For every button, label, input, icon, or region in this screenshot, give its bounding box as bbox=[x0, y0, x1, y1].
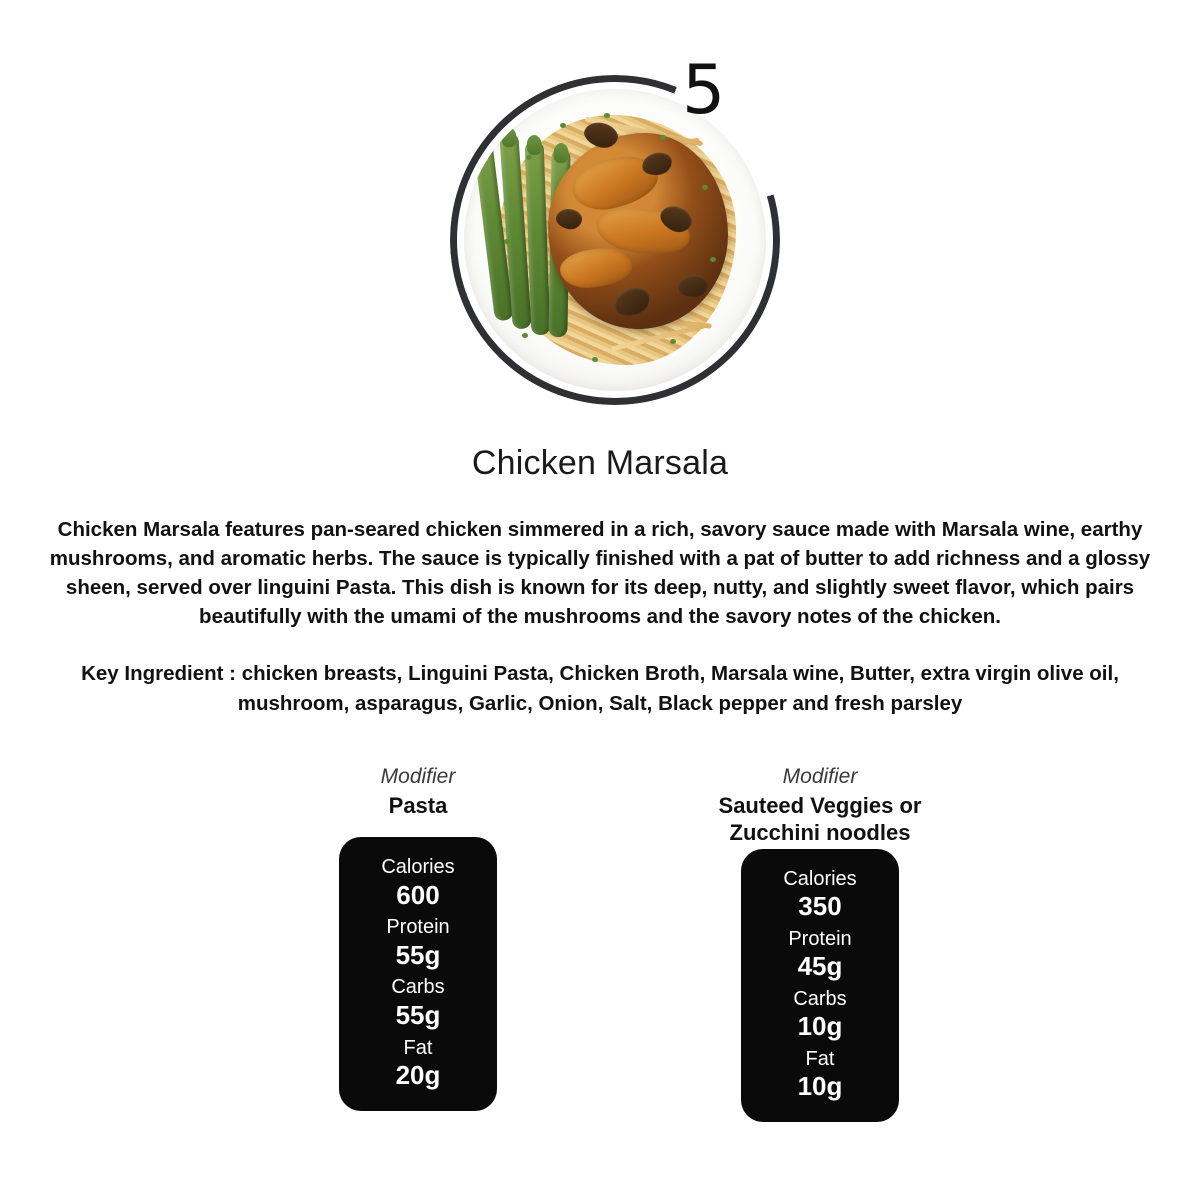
modifier-label: Modifier bbox=[782, 764, 858, 788]
parsley-garnish bbox=[560, 123, 566, 128]
fat-label: Fat bbox=[805, 1048, 835, 1071]
modifier-label: Modifier bbox=[380, 764, 456, 788]
calories-label: Calories bbox=[381, 856, 455, 879]
fat-value: 20g bbox=[395, 1059, 441, 1090]
modifier-name: Sauteed Veggies or Zucchini noodles bbox=[718, 792, 922, 846]
parsley-garnish bbox=[592, 357, 598, 362]
parsley-garnish bbox=[702, 185, 708, 190]
calories-value: 600 bbox=[396, 879, 440, 910]
dish-photo bbox=[464, 89, 766, 391]
carbs-value: 55g bbox=[395, 999, 441, 1030]
parsley-garnish bbox=[710, 257, 716, 262]
hero-section bbox=[0, 0, 1200, 430]
key-ingredients: Key Ingredient : chicken breasts, Linguini Pasta, Chicken Broth, Marsala wine, Butter, extra virgin olive oil, mushroom, asparagus, Garlic, Onion, Salt, Black pepper and fresh parsley bbox=[81, 662, 1119, 715]
nutrition-card bbox=[339, 837, 497, 1110]
fat-label: Fat bbox=[403, 1036, 433, 1059]
protein-label: Protein bbox=[386, 916, 450, 939]
dish-image-wrapper bbox=[450, 51, 780, 405]
modifier-section bbox=[0, 764, 1200, 1122]
protein-value: 55g bbox=[395, 939, 441, 970]
protein-label: Protein bbox=[788, 927, 852, 950]
parsley-garnish bbox=[526, 155, 532, 160]
fat-value: 10g bbox=[797, 1071, 843, 1102]
modifier-column-pasta bbox=[293, 764, 543, 1122]
step-number: 5 bbox=[682, 51, 725, 130]
carbs-label: Carbs bbox=[793, 987, 847, 1010]
carbs-value: 10g bbox=[797, 1011, 843, 1042]
nutrition-card bbox=[741, 849, 899, 1122]
parsley-garnish bbox=[504, 239, 510, 244]
dish-title: Chicken Marsala bbox=[471, 444, 729, 482]
protein-value: 45g bbox=[797, 951, 843, 982]
parsley-garnish bbox=[604, 113, 610, 118]
calories-value: 350 bbox=[798, 891, 842, 922]
parsley-garnish bbox=[522, 333, 528, 338]
parsley-garnish bbox=[660, 135, 666, 140]
modifier-name: Pasta bbox=[388, 792, 448, 818]
parsley-garnish bbox=[670, 339, 676, 344]
carbs-label: Carbs bbox=[391, 976, 445, 999]
modifier-column-veggies bbox=[695, 764, 945, 1122]
calories-label: Calories bbox=[783, 867, 857, 890]
dish-description: Chicken Marsala features pan-seared chicken simmered in a rich, savory sauce made with Marsala wine, earthy mushrooms, and aromatic herbs. The sauce is typically finished with a pat of butter to add richness and a glossy sheen, served over linguini Pasta. This dish is known for its deep, nutty, and slightly sweet flavor, which pairs beautifully with the umami of the mushrooms and the savory notes of the chicken. bbox=[49, 518, 1151, 629]
